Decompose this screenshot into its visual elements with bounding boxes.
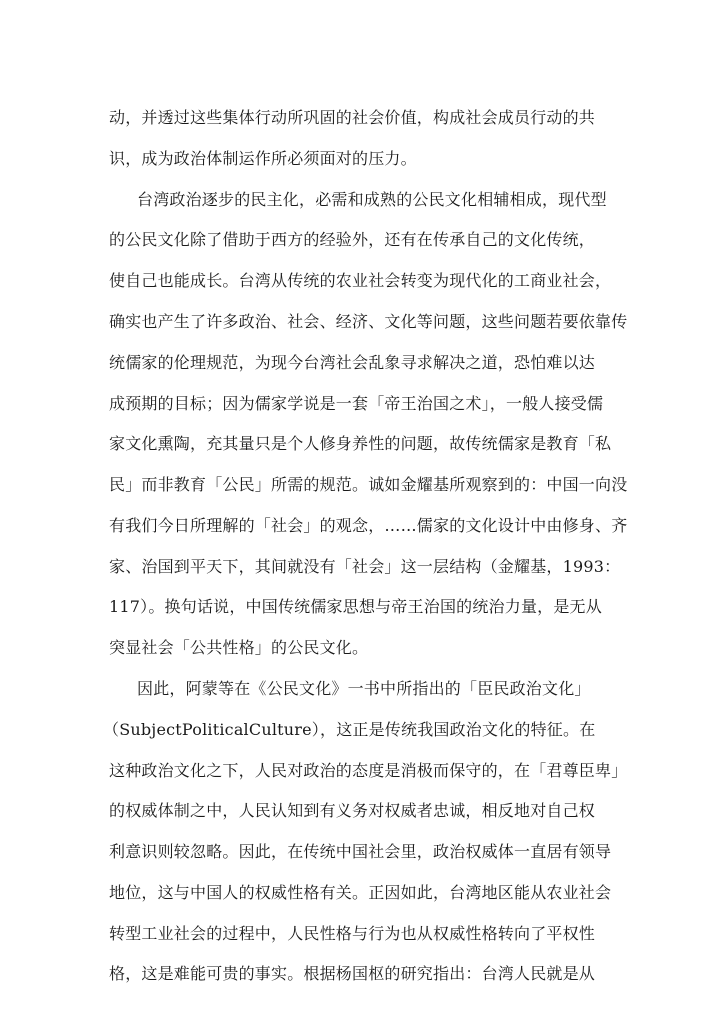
- text-line: 识，成为政治体制运作所必须面对的压力。: [109, 149, 417, 168]
- text-line: 的权威体制之中，人民认知到有义务对权威者忠诚，相反地对自己权: [109, 801, 596, 820]
- text-line: 这种政治文化之下，人民对政治的态度是消极而保守的，在「君尊臣卑」: [109, 761, 628, 780]
- text-line: 确实也产生了许多政治、社会、经济、文化等问题，这些问题若要依靠传: [109, 312, 628, 331]
- text-line: 利意识则较忽略。因此，在传统中国社会里，政治权威体一直居有领导: [109, 842, 612, 861]
- text-line: 使自己也能成长。台湾从传统的农业社会转变为现代化的工商业社会，: [109, 271, 612, 290]
- text-line: 117）。换句话说，中国传统儒家思想与帝王治国的统治力量，是无从: [109, 597, 602, 616]
- paragraph-start-line: 台湾政治逐步的民主化，必需和成熟的公民文化相辅相成，现代型: [137, 190, 607, 209]
- text-line: 转型工业社会的过程中，人民性格与行为也从权威性格转向了平权性: [109, 924, 596, 943]
- text-line: 动，并透过这些集体行动所巩固的社会价值，构成社会成员行动的共: [109, 108, 596, 127]
- text-line: 家、治国到平天下，其间就没有「社会」这一层结构（金耀基，1993：: [109, 557, 621, 576]
- text-line: 突显社会「公共性格」的公民文化。: [109, 638, 369, 657]
- text-line: 家文化熏陶，充其量只是个人修身养性的问题，故传统儒家是教育「私: [109, 434, 612, 453]
- text-line: 民」而非教育「公民」所需的规范。诚如金耀基所观察到的：中国一向没: [109, 475, 628, 494]
- text-line: 统儒家的伦理规范，为现今台湾社会乱象寻求解决之道，恐怕难以达: [109, 353, 596, 372]
- text-line: 有我们今日所理解的「社会」的观念，……儒家的文化设计中由修身、齐: [109, 516, 628, 535]
- text-line: （SubjectPoliticalCulture），这正是传统我国政治文化的特征。在: [103, 720, 596, 739]
- text-line: 的公民文化除了借助于西方的经验外，还有在传承自己的文化传统，: [109, 230, 596, 249]
- text-line: 地位，这与中国人的权威性格有关。正因如此，台湾地区能从农业社会: [109, 883, 612, 902]
- paragraph-start-line: 因此，阿蒙等在《公民文化》一书中所指出的「臣民政治文化」: [137, 679, 591, 698]
- text-line: 成预期的目标；因为儒家学说是一套「帝王治国之术」，一般人接受儒: [109, 394, 604, 413]
- text-line: 格，这是难能可贵的事实。根据杨国枢的研究指出：台湾人民就是从: [109, 964, 596, 983]
